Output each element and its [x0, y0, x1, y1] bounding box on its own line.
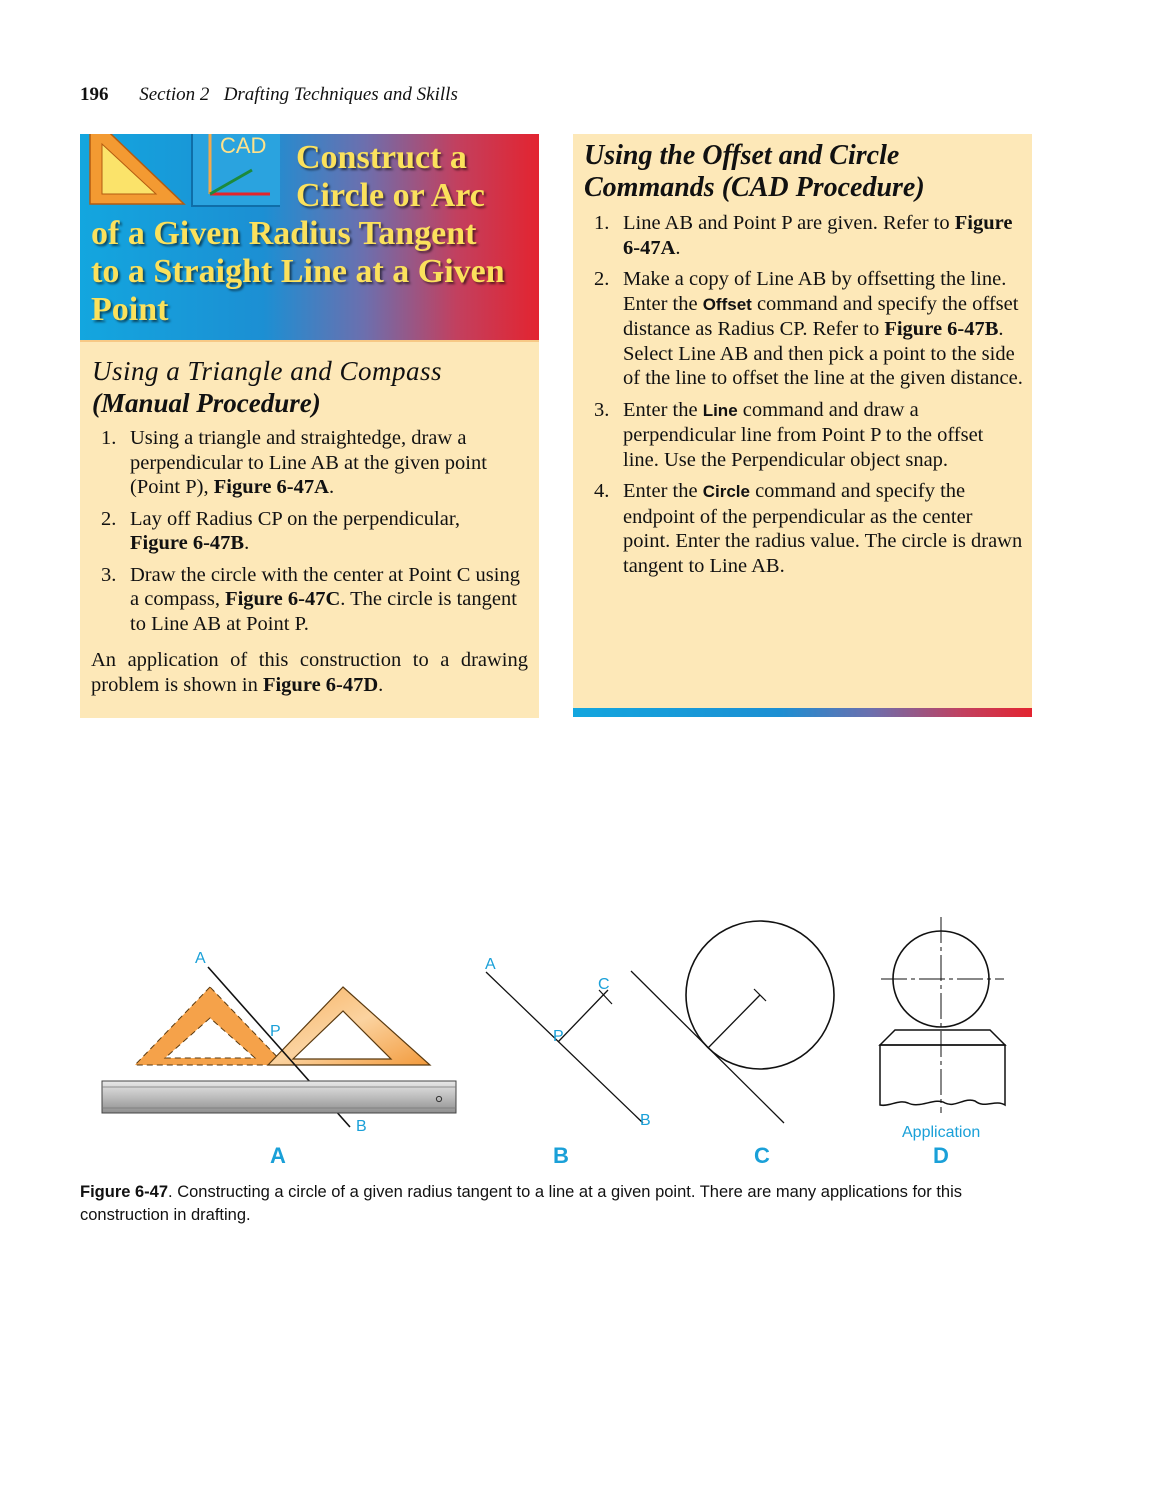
- command-name: Circle: [702, 482, 750, 501]
- step-number: 1.: [101, 427, 117, 449]
- command-name: Offset: [702, 294, 752, 314]
- step-number: 3.: [594, 398, 610, 421]
- cad-heading-line-1: Using the Offset and Circle: [584, 140, 900, 171]
- page-number: 196: [80, 84, 109, 105]
- panel-b-drawing: [486, 972, 643, 1123]
- figure-ref: Figure 6-47A: [623, 212, 1013, 259]
- step-number: 4.: [594, 480, 610, 502]
- application-label: Application: [902, 1124, 981, 1141]
- figure-ref: Figure 6-47A: [213, 476, 329, 498]
- step-text: Enter the: [623, 398, 703, 421]
- manual-step: [91, 426, 521, 500]
- cad-step: [584, 211, 1024, 260]
- step-number: 3.: [101, 563, 117, 586]
- banner-title-line-3: of a Given Radius Tangent: [91, 215, 477, 252]
- figure-6-47: [80, 915, 1020, 1175]
- cad-procedure-panel: [573, 134, 1032, 708]
- application-text-end: .: [378, 673, 384, 696]
- figure-ref: Figure 6-47B: [884, 318, 999, 340]
- command-name: Line: [702, 400, 738, 420]
- manual-application-note: [91, 648, 528, 697]
- step-text-end: .: [675, 236, 681, 259]
- running-header: [80, 84, 458, 106]
- step-text-end: . The circle is tangent to Line AB at Point P.: [130, 588, 517, 635]
- caption-text: . Constructing a circle of a given radius tangent to a line at a given point. There are many applications for this construction in drafting.: [80, 1183, 963, 1224]
- step-number: 1.: [594, 212, 610, 234]
- step-text: Line AB and Point P are given. Refer to: [623, 212, 955, 234]
- cad-steps: [584, 211, 1024, 585]
- manual-procedure-panel: [80, 340, 539, 718]
- cad-step: [584, 479, 1024, 578]
- banner-title-line-2: Circle or Arc: [296, 177, 485, 214]
- panel-d-drawing: [880, 917, 1005, 1113]
- banner-title-line-5: Point: [91, 291, 169, 328]
- title-banner: [80, 134, 539, 340]
- caption-figure-ref: Figure 6-47: [80, 1183, 169, 1201]
- step-text: Make a copy of Line AB by offsetting the line. Enter the: [623, 268, 1007, 315]
- panel-label-c: C: [754, 1143, 770, 1168]
- cad-icon-label: CAD: [220, 134, 267, 158]
- figure-caption: [80, 1181, 1050, 1227]
- figure-ref: Figure 6-47B: [130, 532, 245, 554]
- step-text: Draw the circle with the center at Point C using a compass,: [130, 563, 520, 610]
- cad-step: [584, 398, 1024, 473]
- panel-label-a: A: [270, 1143, 286, 1168]
- step-text-end: . Select Line AB and then pick a point to the side of the line to offset the line at the given distance.: [623, 318, 1023, 389]
- banner-title-line-4: to a Straight Line at a Given: [91, 253, 505, 290]
- manual-heading-line-1: Using a Triangle and Compass: [92, 356, 443, 386]
- step-text-end: .: [328, 476, 335, 498]
- application-text: An application of this construction to a drawing problem is shown in: [91, 649, 528, 696]
- step-text: Lay off Radius CP on the perpendicular,: [130, 507, 460, 530]
- manual-steps: [91, 426, 521, 643]
- manual-heading-line-2: (Manual Procedure): [92, 388, 321, 418]
- figure-ref: Figure 6-47D: [262, 673, 379, 696]
- figure-ref: Figure 6-47C: [225, 588, 341, 610]
- cad-heading-line-2: Commands (CAD Procedure): [584, 172, 925, 203]
- step-number: 2.: [594, 268, 610, 290]
- application-block: [880, 1045, 1005, 1105]
- step-number: 2.: [101, 507, 117, 530]
- panel-a-drawing: [102, 967, 456, 1127]
- triangle-icon: [90, 134, 184, 204]
- cad-panel-accent-bar: [573, 708, 1032, 717]
- label-a-point-b: A: [485, 956, 496, 973]
- step-text-end: command and draw a perpendicular line from Point P to the offset line. Use the Perpendicular object snap.: [623, 398, 984, 471]
- panel-c-drawing: [631, 921, 834, 1123]
- step-text: Using a triangle and straightedge, draw a perpendicular to Line AB at the given point (Point P),: [130, 427, 487, 498]
- label-a-point: A: [195, 950, 206, 967]
- panel-label-b: B: [553, 1143, 569, 1168]
- step-text-end: command and specify the endpoint of the perpendicular as the center point. Enter the radius value. The circle is drawn tangent to Line AB.: [623, 480, 1023, 577]
- label-c-point-b: C: [598, 976, 610, 993]
- section-name: Drafting Techniques and Skills: [223, 84, 458, 105]
- panel-label-d: D: [933, 1143, 949, 1168]
- label-p-point: P: [270, 1023, 281, 1040]
- step-text: command and specify the offset distance as Radius CP. Refer to: [623, 292, 1019, 340]
- section-number: Section 2: [139, 84, 210, 105]
- label-b-point: B: [356, 1118, 367, 1135]
- section-title: [139, 84, 458, 105]
- step-text-end: .: [244, 532, 250, 554]
- manual-step: [91, 507, 521, 556]
- label-b-point-b: B: [640, 1112, 651, 1129]
- step-text: Enter the: [623, 480, 703, 502]
- cad-step: [584, 267, 1024, 391]
- manual-step: [91, 563, 521, 637]
- label-p-point-b: P: [553, 1028, 564, 1045]
- banner-title-line-1: Construct a: [296, 139, 467, 176]
